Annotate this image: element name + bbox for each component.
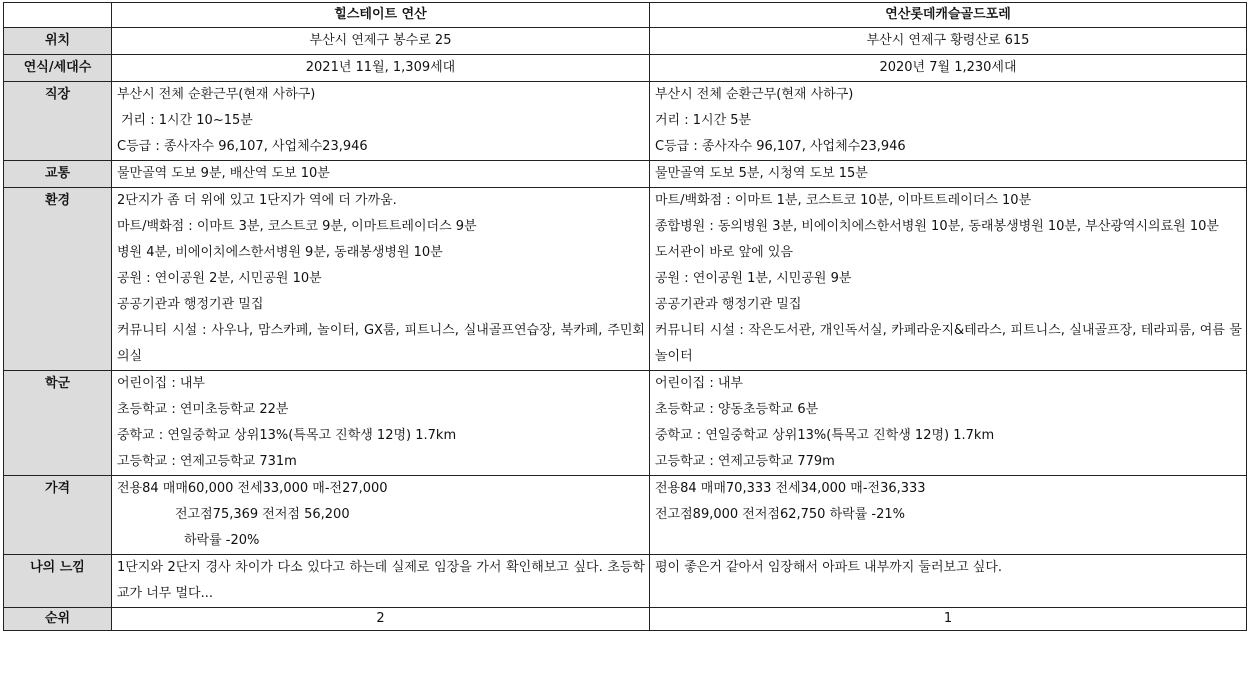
job-left <box>112 82 650 161</box>
environment-left-line: 마트/백화점 : 이마트 3분, 코스트코 9분, 이마트트레이더스 9분 <box>117 219 477 234</box>
traffic-left-line: 물만골역 도보 9분, 배산역 도보 10분 <box>117 166 330 181</box>
row-label-location: 위치 <box>4 28 112 55</box>
rank-right: 1 <box>650 608 1247 631</box>
row-label-year: 연식/세대수 <box>4 55 112 82</box>
header-right-apartment: 연산롯데캐슬골드포레 <box>650 3 1247 28</box>
environment-left-line: 병원 4분, 비에이치에스한서병원 9분, 동래봉생병원 10분 <box>117 245 443 260</box>
price-right-line: 전용84 매매70,333 전세34,000 매-전36,333 <box>655 481 926 496</box>
environment-right <box>650 188 1247 371</box>
environment-right-line: 공원 : 연이공원 1분, 시민공원 9분 <box>655 271 852 286</box>
environment-left <box>112 188 650 371</box>
price-right <box>650 476 1247 555</box>
school-left-line: 중학교 : 연일중학교 상위13%(특목고 진학생 12명) 1.7km <box>117 428 457 443</box>
traffic-right <box>650 161 1247 188</box>
row-job <box>4 82 1247 161</box>
price-right-line: 전고점89,000 전저점62,750 하락률 -21% <box>655 507 905 522</box>
school-right <box>650 371 1247 476</box>
price-left-line: 전용84 매매60,000 전세33,000 매-전27,000 <box>117 481 388 496</box>
environment-right-line: 커뮤니티 시설 : 작은도서관, 개인독서실, 카페라운지&테라스, 피트니스, 실내골프장, 테라피룸, 여름 물놀이터 <box>655 323 1242 364</box>
row-label-price: 가격 <box>4 476 112 555</box>
environment-left-line: 2단지가 좀 더 위에 있고 1단지가 역에 더 가까움. <box>117 193 397 208</box>
job-left-line: 부산시 전체 순환근무(현재 사하구) <box>117 87 316 102</box>
school-left-line: 고등학교 : 연제고등학교 731m <box>117 454 297 469</box>
school-right-line: 어린이집 : 내부 <box>655 376 743 391</box>
header-row <box>4 3 1247 28</box>
row-school <box>4 371 1247 476</box>
feeling-right-text: 평이 좋은거 같아서 임장해서 아파트 내부까지 둘러보고 싶다. <box>655 560 1003 575</box>
row-label-environment: 환경 <box>4 188 112 371</box>
school-left-line: 초등학교 : 연미초등학교 22분 <box>117 402 289 417</box>
row-label-feeling: 나의 느낌 <box>4 555 112 608</box>
year-right: 2020년 7월 1,230세대 <box>650 55 1247 82</box>
row-rank <box>4 608 1247 631</box>
row-label-job: 직장 <box>4 82 112 161</box>
school-left-line: 어린이집 : 내부 <box>117 376 205 391</box>
location-right: 부산시 연제구 황령산로 615 <box>650 28 1247 55</box>
environment-left-line: 공공기관과 행정기관 밀집 <box>117 297 264 312</box>
environment-left-line: 커뮤니티 시설 : 사우나, 맘스카페, 놀이터, GX룸, 피트니스, 실내골프연습장, 북카페, 주민회의실 <box>117 323 645 364</box>
row-feeling <box>4 555 1247 608</box>
location-left: 부산시 연제구 봉수로 25 <box>112 28 650 55</box>
row-label-rank: 순위 <box>4 608 112 631</box>
traffic-right-line: 물만골역 도보 5분, 시청역 도보 15분 <box>655 166 868 181</box>
traffic-left <box>112 161 650 188</box>
row-price <box>4 476 1247 555</box>
rank-left: 2 <box>112 608 650 631</box>
price-left-line: 전고점75,369 전저점 56,200 <box>175 507 350 522</box>
school-right-line: 중학교 : 연일중학교 상위13%(특목고 진학생 12명) 1.7km <box>655 428 995 443</box>
row-label-school: 학군 <box>4 371 112 476</box>
environment-right-line: 종합병원 : 동의병원 3분, 비에이치에스한서병원 10분, 동래봉생병원 10분, 부산광역시의료원 10분 <box>655 219 1219 234</box>
row-environment <box>4 188 1247 371</box>
feeling-left-text: 1단지와 2단지 경사 차이가 다소 있다고 하는데 실제로 임장을 가서 확인해보고 싶다. 초등학교가 너무 멀다... <box>117 560 645 601</box>
header-left-apartment: 힐스테이트 연산 <box>112 3 650 28</box>
job-left-line: C등급 : 종사자수 96,107, 사업체수23,946 <box>117 139 368 154</box>
header-corner-cell <box>4 3 112 28</box>
job-right-line: C등급 : 종사자수 96,107, 사업체수23,946 <box>655 139 906 154</box>
row-year <box>4 55 1247 82</box>
school-left <box>112 371 650 476</box>
school-right-line: 고등학교 : 연제고등학교 779m <box>655 454 835 469</box>
price-left-line: 하락률 -20% <box>184 533 260 548</box>
job-left-line: 거리 : 1시간 10~15분 <box>121 113 253 128</box>
job-right <box>650 82 1247 161</box>
school-right-line: 초등학교 : 양동초등학교 6분 <box>655 402 819 417</box>
price-left <box>112 476 650 555</box>
feeling-left <box>112 555 650 608</box>
environment-right-line: 마트/백화점 : 이마트 1분, 코스트코 10분, 이마트트레이더스 10분 <box>655 193 1032 208</box>
environment-right-line: 공공기관과 행정기관 밀집 <box>655 297 802 312</box>
job-right-line: 부산시 전체 순환근무(현재 사하구) <box>655 87 854 102</box>
environment-right-line: 도서관이 바로 앞에 있음 <box>655 245 793 260</box>
row-traffic <box>4 161 1247 188</box>
comparison-table <box>3 2 1247 631</box>
row-label-traffic: 교통 <box>4 161 112 188</box>
environment-left-line: 공원 : 연이공원 2분, 시민공원 10분 <box>117 271 322 286</box>
year-left: 2021년 11월, 1,309세대 <box>112 55 650 82</box>
job-right-line: 거리 : 1시간 5분 <box>655 113 752 128</box>
row-location <box>4 28 1247 55</box>
feeling-right <box>650 555 1247 608</box>
